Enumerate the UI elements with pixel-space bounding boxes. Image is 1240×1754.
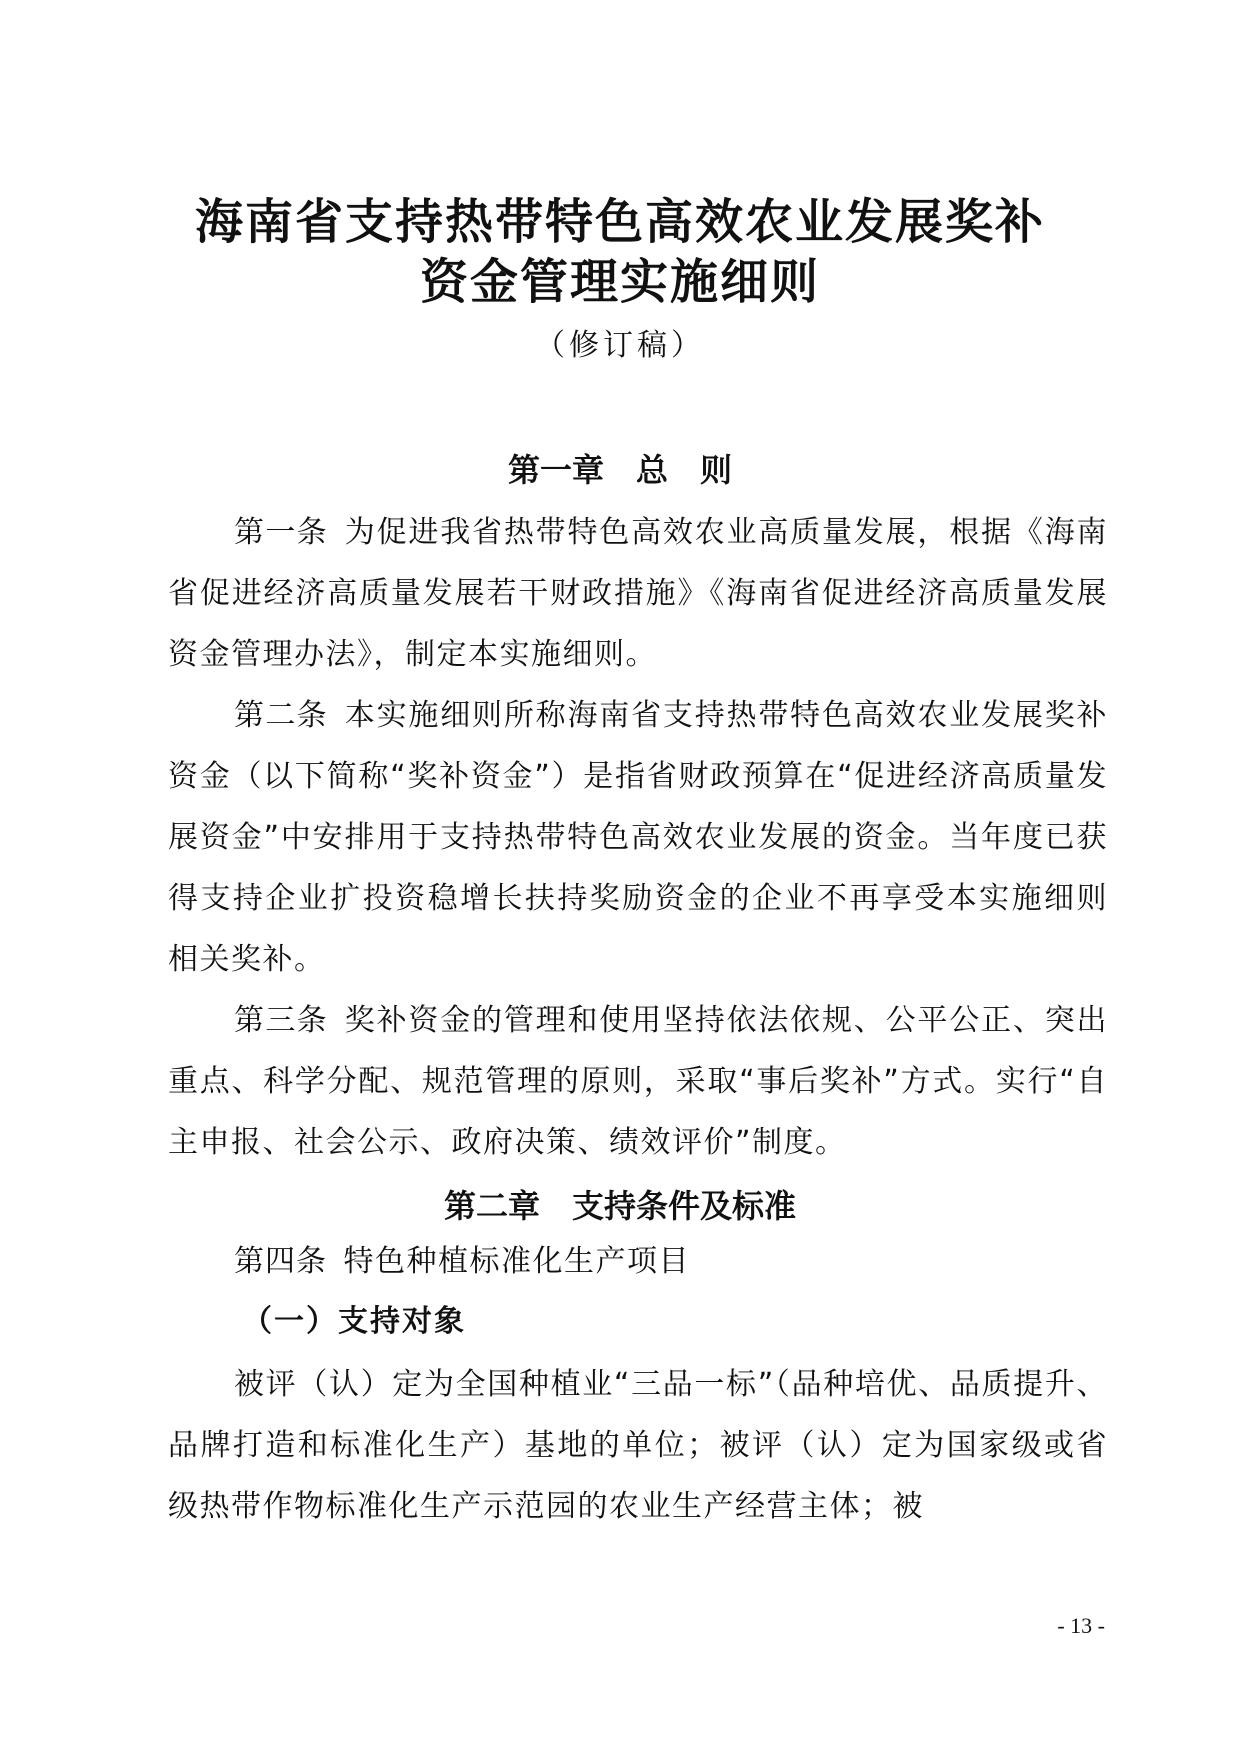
page-number: - 13 - [1057, 1613, 1105, 1638]
chapter-heading-1: 第一章 总 则 [507, 451, 732, 489]
article-4 [168, 1231, 1108, 1292]
support-target-paragraph: 被评（认）定为全国种植业“三品一标”（品种培优、品质提升、品牌打造和标准化生产）基地的单位；被评（认）定为国家级或省级热带作物标准化生产示范园的农业生产经营主体；被 [168, 1367, 1108, 1524]
article-4-heading: 第四条 [234, 1244, 327, 1279]
article-1-heading: 第一条 [234, 515, 328, 550]
chapter-heading-2: 第二章 支持条件及标准 [443, 1187, 796, 1225]
article-2-heading: 第二条 [234, 698, 328, 733]
article-1-text: 为促进我省热带特色高效农业高质量发展，根据《海南省促进经济高质量发展若干财政措施》《海南省促进经济高质量发展资金管理办法》，制定本实施细则。 [168, 515, 1109, 672]
document-title-line2: 资金管理实施细则 [419, 254, 820, 310]
article-3-heading: 第三条 [234, 1003, 328, 1038]
article-4-text: 特色种植标准化生产项目 [343, 1244, 690, 1279]
article-3 [168, 990, 1108, 1173]
document-title-line1: 海南省支持热带特色高效农业发展奖补 [194, 194, 1045, 250]
article-2-text: 本实施细则所称海南省支持热带特色高效农业发展奖补资金（以下简称“奖补资金”）是指省财政预算在“促进经济高质量发展资金”中安排用于支持热带特色高效农业发展的资金。当年度已获得支持企业扩投资稳增长扶持奖励资金的企业不再享受本实施细则相关奖补。 [168, 698, 1109, 977]
document-subtitle: （修订稿） [535, 328, 705, 363]
article-2 [168, 685, 1108, 990]
section-heading-support-target: （一）支持对象 [242, 1304, 466, 1339]
article-1 [168, 502, 1108, 685]
article-3-text: 奖补资金的管理和使用坚持依法依规、公平公正、突出重点、科学分配、规范管理的原则，采取“事后奖补”方式。实行“自主申报、社会公示、政府决策、绩效评价”制度。 [168, 1003, 1109, 1160]
